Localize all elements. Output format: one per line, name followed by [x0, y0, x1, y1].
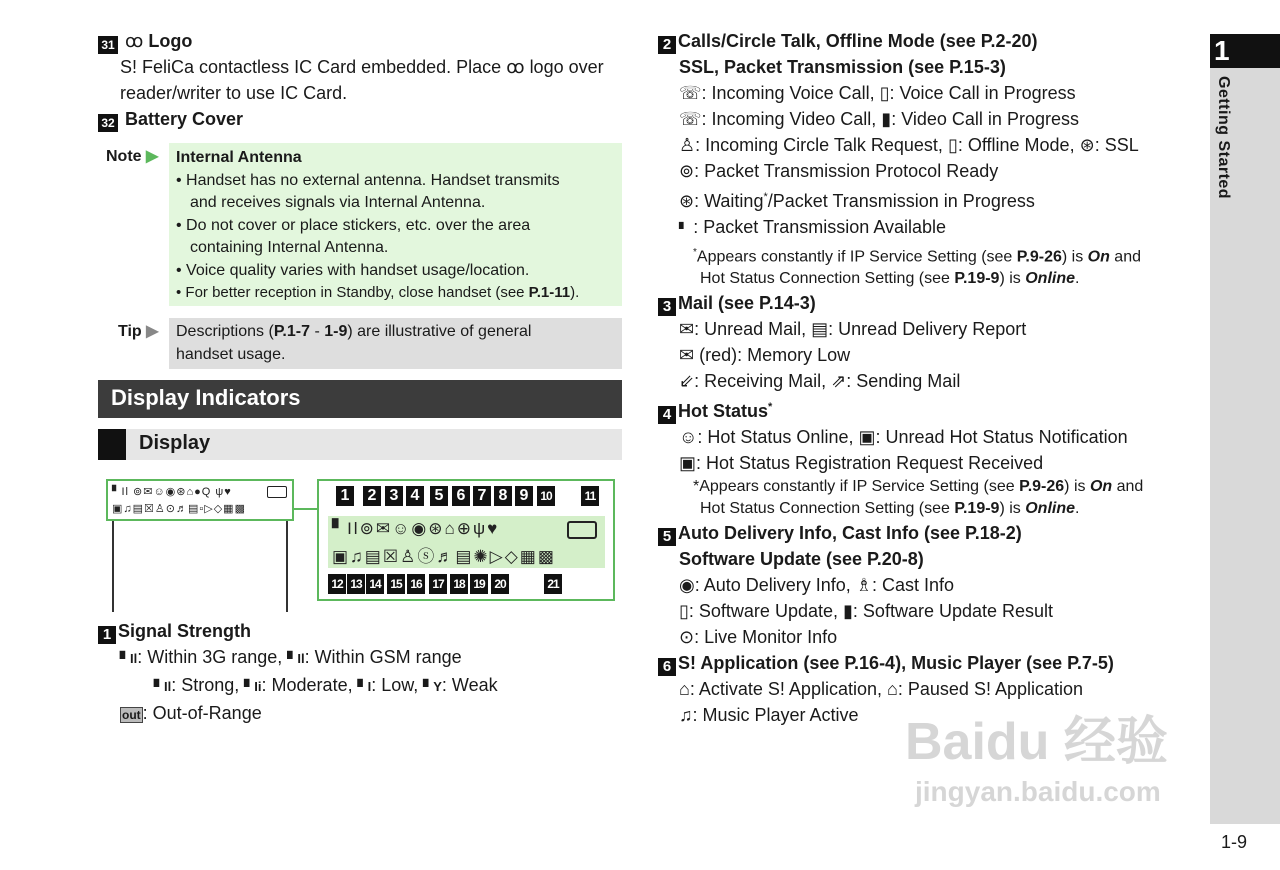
- text: : Out-of-Range: [142, 703, 262, 723]
- packet-ready-icon: ⊚: [679, 161, 695, 181]
- indicator-line: [658, 450, 1198, 476]
- text: and: [1112, 478, 1144, 496]
- note-bullet: • Handset has no external antenna. Handset transmits: [176, 171, 560, 189]
- indicator-line: [658, 214, 1198, 242]
- text: : Auto Delivery Info,: [694, 575, 851, 596]
- text-line: S! FeliCa contactless IC Card embedded. Place: [120, 57, 502, 77]
- text: : Packet Transmission Protocol Ready: [694, 161, 999, 181]
- indicator-line: [658, 572, 1198, 598]
- text: Hot Status Connection Setting (see: [700, 270, 955, 288]
- indicator-line: [658, 80, 1198, 106]
- note-label: [106, 146, 172, 166]
- packet-available-icon: ▘: [679, 222, 689, 236]
- delivery-report-icon: ▤: [811, 319, 829, 340]
- setting-value: Online: [1025, 500, 1076, 518]
- section-number: 32: [98, 114, 118, 132]
- hot-status-request-icon: ▣: [679, 453, 697, 474]
- callout-line: [112, 521, 114, 612]
- auto-delivery-icon: ◉: [679, 575, 695, 596]
- out-of-range-icon: out: [122, 708, 141, 722]
- callout-line: [286, 521, 288, 612]
- note-label-text: Note: [106, 148, 142, 165]
- cast-info-icon: ♗: [855, 575, 872, 596]
- tip-line: handset usage.: [176, 345, 286, 363]
- indicator-line: [658, 316, 1198, 342]
- diagram-number-10: 10: [537, 486, 555, 506]
- display-enlarged: [317, 479, 615, 601]
- section-title: Hot Status: [678, 401, 768, 422]
- diagram-number-12: 12: [328, 574, 346, 594]
- section-title: Logo: [148, 31, 193, 51]
- text: ) is: [1064, 478, 1090, 496]
- text-line: reader/writer to use IC Card.: [120, 83, 348, 103]
- section-31-heading: [98, 28, 628, 54]
- software-update-icon: ▯: [679, 601, 689, 622]
- text: ) is: [999, 270, 1026, 288]
- diagram-number-18: 18: [450, 574, 468, 594]
- page-ref: P.19-9: [954, 270, 1000, 288]
- section-title: Auto Delivery Info, Cast Info (see P.18-2): [678, 523, 1022, 544]
- diagram-number-3: 3: [385, 486, 403, 506]
- text: : SSL: [1094, 135, 1139, 155]
- text: Hot Status Connection Setting (see: [700, 500, 955, 518]
- text: : Unread Delivery Report: [828, 319, 1027, 340]
- section-title: Calls/Circle Talk, Offline Mode (see P.2-20): [678, 31, 1038, 51]
- bullet-text: ).: [570, 284, 580, 301]
- text: ) is: [1061, 248, 1088, 266]
- battery-icon: [267, 486, 287, 498]
- note-bullet: • Voice quality varies with handset usage/location.: [176, 261, 530, 279]
- packet-transmission-icon: ⊛: [679, 191, 695, 211]
- hot-status-online-icon: ☺: [679, 427, 698, 448]
- signal-3g-icon: ▘Il: [120, 651, 138, 666]
- indicator-line: [658, 106, 1198, 132]
- section-number: 5: [658, 528, 676, 546]
- display-thumbnail: [106, 479, 294, 521]
- diagram-number-11: 11: [581, 486, 599, 506]
- text: : Weak: [441, 675, 498, 695]
- signal-strength-line: [98, 672, 628, 700]
- indicator-line: [658, 158, 1198, 184]
- footnote: [658, 476, 1198, 498]
- incoming-video-call-icon: ☏: [679, 109, 702, 129]
- indicator-line: [658, 676, 1198, 702]
- diagram-number-15: 15: [387, 574, 405, 594]
- text: : Cast Info: [871, 575, 954, 596]
- section-4-heading: [658, 394, 1198, 424]
- section-number: 2: [658, 36, 676, 54]
- sending-mail-icon: ⇗: [831, 371, 847, 392]
- diagram-number-14: 14: [366, 574, 384, 594]
- text: : Video Call in Progress: [891, 109, 1079, 129]
- text: : Unread Hot Status Notification: [875, 427, 1128, 448]
- signal-gsm-icon: ▘Il: [287, 651, 305, 666]
- section-title: Display Indicators: [111, 385, 301, 410]
- hot-status-notification-icon: ▣: [858, 427, 876, 448]
- signal-weak-icon: ▘Y: [423, 679, 442, 694]
- diagram-number-13: 13: [347, 574, 365, 594]
- section-32-heading: [98, 106, 628, 132]
- tip-box: [169, 318, 622, 369]
- text: : Incoming Video Call,: [701, 109, 877, 129]
- page-ref: P.1-11: [528, 284, 571, 301]
- section-5-subheading: Software Update (see P.20-8): [679, 549, 924, 570]
- felica-logo-icon: ꝏ: [506, 57, 525, 77]
- text: : Low,: [371, 675, 419, 695]
- indicator-line: [658, 184, 1198, 214]
- voice-call-icon: ▯: [879, 83, 890, 103]
- setting-value: On: [1087, 248, 1110, 266]
- text: : Unread Mail,: [694, 319, 807, 340]
- text: : Within GSM range: [304, 647, 462, 667]
- diagram-number-20: 20: [491, 574, 509, 594]
- tip-label-text: Tip: [118, 323, 142, 340]
- text: : Voice Call in Progress: [889, 83, 1076, 103]
- section-number: 31: [98, 36, 118, 54]
- section-title: S! Application (see P.16-4), Music Player (see P.7-5): [678, 653, 1114, 674]
- text: : Within 3G range,: [137, 647, 283, 667]
- chapter-label: Getting Started: [1215, 76, 1232, 200]
- icon-strip: [328, 516, 605, 568]
- text: /Packet Transmission in Progress: [767, 191, 1035, 211]
- note-box: [169, 143, 622, 306]
- footnote-mark: *: [768, 401, 773, 414]
- section-1-heading: [98, 618, 628, 644]
- text-line: logo over: [529, 57, 604, 77]
- update-result-icon: ▮: [843, 601, 853, 622]
- indicator-line: [658, 368, 1198, 394]
- subsection-title: Display: [139, 432, 211, 454]
- text: : Incoming Circle Talk Request,: [695, 135, 943, 155]
- section-title: Mail (see P.14-3): [678, 293, 816, 314]
- paused-application-icon: ⌂: [887, 679, 898, 700]
- felica-logo-icon: ꝏ: [125, 31, 144, 51]
- bullet-text: For better reception in Standby, close handset (see: [185, 284, 529, 301]
- text: : Incoming Voice Call,: [701, 83, 875, 103]
- section-title: Battery Cover: [125, 109, 244, 129]
- bullet-text: and receives signals via Internal Antenna.: [190, 194, 486, 211]
- page-ref: P.19-9: [954, 500, 1000, 518]
- section-number: 3: [658, 298, 676, 316]
- subsection-marker: [98, 429, 126, 460]
- diagram-number-5: 5: [430, 486, 448, 506]
- diagram-number-2: 2: [363, 486, 381, 506]
- indicator-line: [658, 132, 1198, 158]
- thumbnail-icon-row-bottom: ▣♫▤☒♙⊙♬▤▫▷◇▦▩: [112, 503, 246, 515]
- section-number: 1: [98, 626, 116, 644]
- diagram-number-17: 17: [429, 574, 447, 594]
- setting-value: Online: [1025, 270, 1076, 288]
- text: ) is: [999, 500, 1026, 518]
- unread-mail-icon: ✉: [679, 319, 695, 340]
- text: : Moderate,: [261, 675, 353, 695]
- section-2-heading: [658, 28, 1198, 54]
- chapter-sidebar: [1210, 34, 1280, 824]
- left-column: [98, 28, 628, 132]
- text: : Hot Status Online,: [697, 427, 854, 448]
- page-ref: P.9-26: [1019, 478, 1065, 496]
- text: : Live Monitor Info: [694, 627, 838, 648]
- incoming-voice-call-icon: ☏: [679, 83, 702, 103]
- signal-line: [98, 644, 628, 672]
- icon-row-top: ▘Il⊚✉☺◉⊛⌂⊕ψ♥: [332, 519, 500, 538]
- diagram-number-7: 7: [473, 486, 491, 506]
- arrow-right-icon: ▶: [146, 148, 159, 165]
- text: : Receiving Mail,: [694, 371, 827, 392]
- section-5-heading: [658, 520, 1198, 546]
- tip-text: Descriptions (: [176, 323, 274, 340]
- diagram-number-16: 16: [407, 574, 425, 594]
- page-ref: P.1-7: [273, 323, 310, 340]
- indicator-line: [658, 598, 1198, 624]
- tip-text: ) are illustrative of general: [347, 323, 532, 340]
- diagram-number-1: 1: [336, 486, 354, 506]
- setting-value: On: [1089, 478, 1113, 496]
- subsection-bar: [98, 429, 622, 460]
- section-6-heading: [658, 650, 1198, 676]
- text: : Offline Mode,: [957, 135, 1075, 155]
- music-player-icon: ♫: [679, 705, 693, 726]
- tip-label: [118, 321, 158, 341]
- diagram-number-6: 6: [452, 486, 470, 506]
- indicator-line: [658, 624, 1198, 650]
- bullet-text: Voice quality varies with handset usage/location.: [186, 261, 530, 279]
- right-column: [658, 28, 1198, 728]
- diagram-number-8: 8: [494, 486, 512, 506]
- memory-low-icon: ✉: [679, 345, 695, 366]
- text: : Waiting: [694, 191, 764, 211]
- text: Appears constantly if IP Service Setting (see: [696, 248, 1017, 266]
- text: .: [1075, 500, 1080, 518]
- tip-line: [176, 321, 615, 344]
- text: : Strong,: [171, 675, 240, 695]
- note-title: Internal Antenna: [176, 149, 302, 166]
- text: : Software Update Result: [852, 601, 1054, 622]
- watermark-url: jingyan.baidu.com: [915, 776, 1161, 807]
- footnote: *Appears constantly if IP Service Setting (see P.9-26) is On and: [693, 247, 1141, 266]
- signal-low-icon: ▘I: [357, 679, 372, 694]
- receiving-mail-icon: ⇙: [679, 371, 695, 392]
- page-number: 1-9: [1221, 832, 1248, 852]
- text: : Sending Mail: [846, 371, 961, 392]
- section-number: 4: [658, 406, 676, 424]
- connector-line: [294, 508, 318, 510]
- footnote-mark: *: [763, 191, 768, 203]
- text: : Activate S! Application,: [689, 679, 882, 700]
- text: and: [1109, 248, 1141, 266]
- watermark-logo: Baidu 经验: [905, 713, 1168, 771]
- diagram-number-4: 4: [406, 486, 424, 506]
- signal-moderate-icon: ▘Ii: [244, 679, 262, 694]
- thumbnail-icon-row-top: ▘Il ⊚✉☺◉⊛⌂●Q ψ♥: [112, 486, 232, 498]
- circle-talk-icon: ♙: [679, 135, 696, 155]
- diagram-number-19: 19: [470, 574, 488, 594]
- text: .: [1075, 270, 1080, 288]
- page-ref: P.9-26: [1016, 248, 1062, 266]
- text: : Packet Transmission Available: [693, 217, 947, 237]
- text: (red): Memory Low: [694, 345, 851, 366]
- bullet-text: Handset has no external antenna. Handset transmits: [186, 171, 560, 189]
- text: *Appears constantly if IP Service Setting (see: [693, 478, 1020, 496]
- icon-row-bottom: ▣♫▤☒♙ⓢ♬▤✺▷◇▦▩: [332, 547, 556, 566]
- out-of-range-line: [98, 700, 628, 728]
- signal-strong-icon: ▘Il: [154, 679, 172, 694]
- page-ref: 1-9: [324, 323, 348, 340]
- section-1: [98, 618, 628, 728]
- tip-text: -: [310, 323, 325, 340]
- diagram-number-21: 21: [544, 574, 562, 594]
- battery-icon: [567, 521, 597, 539]
- diagram-number-9: 9: [515, 486, 533, 506]
- indicator-line: [658, 424, 1198, 450]
- footnote: [658, 498, 1198, 520]
- text: : Software Update,: [688, 601, 838, 622]
- bullet-text: containing Internal Antenna.: [190, 239, 389, 256]
- s-application-icon: ⌂: [679, 679, 690, 700]
- section-title: Signal Strength: [118, 621, 252, 641]
- note-bullet: • For better reception in Standby, close handset (see P.1-11).: [176, 284, 580, 301]
- offline-mode-icon: ▯: [947, 135, 958, 155]
- text: : Hot Status Registration Request Received: [696, 453, 1044, 474]
- footnote: [658, 268, 1198, 290]
- ssl-icon: ⊛: [1079, 135, 1095, 155]
- note-bullet: • Do not cover or place stickers, etc. over the area: [176, 216, 531, 234]
- live-monitor-icon: ⊙: [679, 627, 695, 648]
- section-3-heading: [658, 290, 1198, 316]
- arrow-right-icon: ▶: [146, 323, 159, 340]
- text: : Music Player Active: [692, 705, 859, 726]
- indicator-line: [658, 342, 1198, 368]
- section-number: 6: [658, 658, 676, 676]
- chapter-number: 1: [1210, 34, 1280, 68]
- section-2-subheading: SSL, Packet Transmission (see P.15-3): [679, 57, 1006, 77]
- section-31-text: [98, 54, 628, 80]
- video-call-icon: ▮: [881, 109, 892, 129]
- text: : Paused S! Application: [897, 679, 1084, 700]
- section-title-bar: [98, 380, 622, 418]
- bullet-text: Do not cover or place stickers, etc. over the area: [186, 216, 531, 234]
